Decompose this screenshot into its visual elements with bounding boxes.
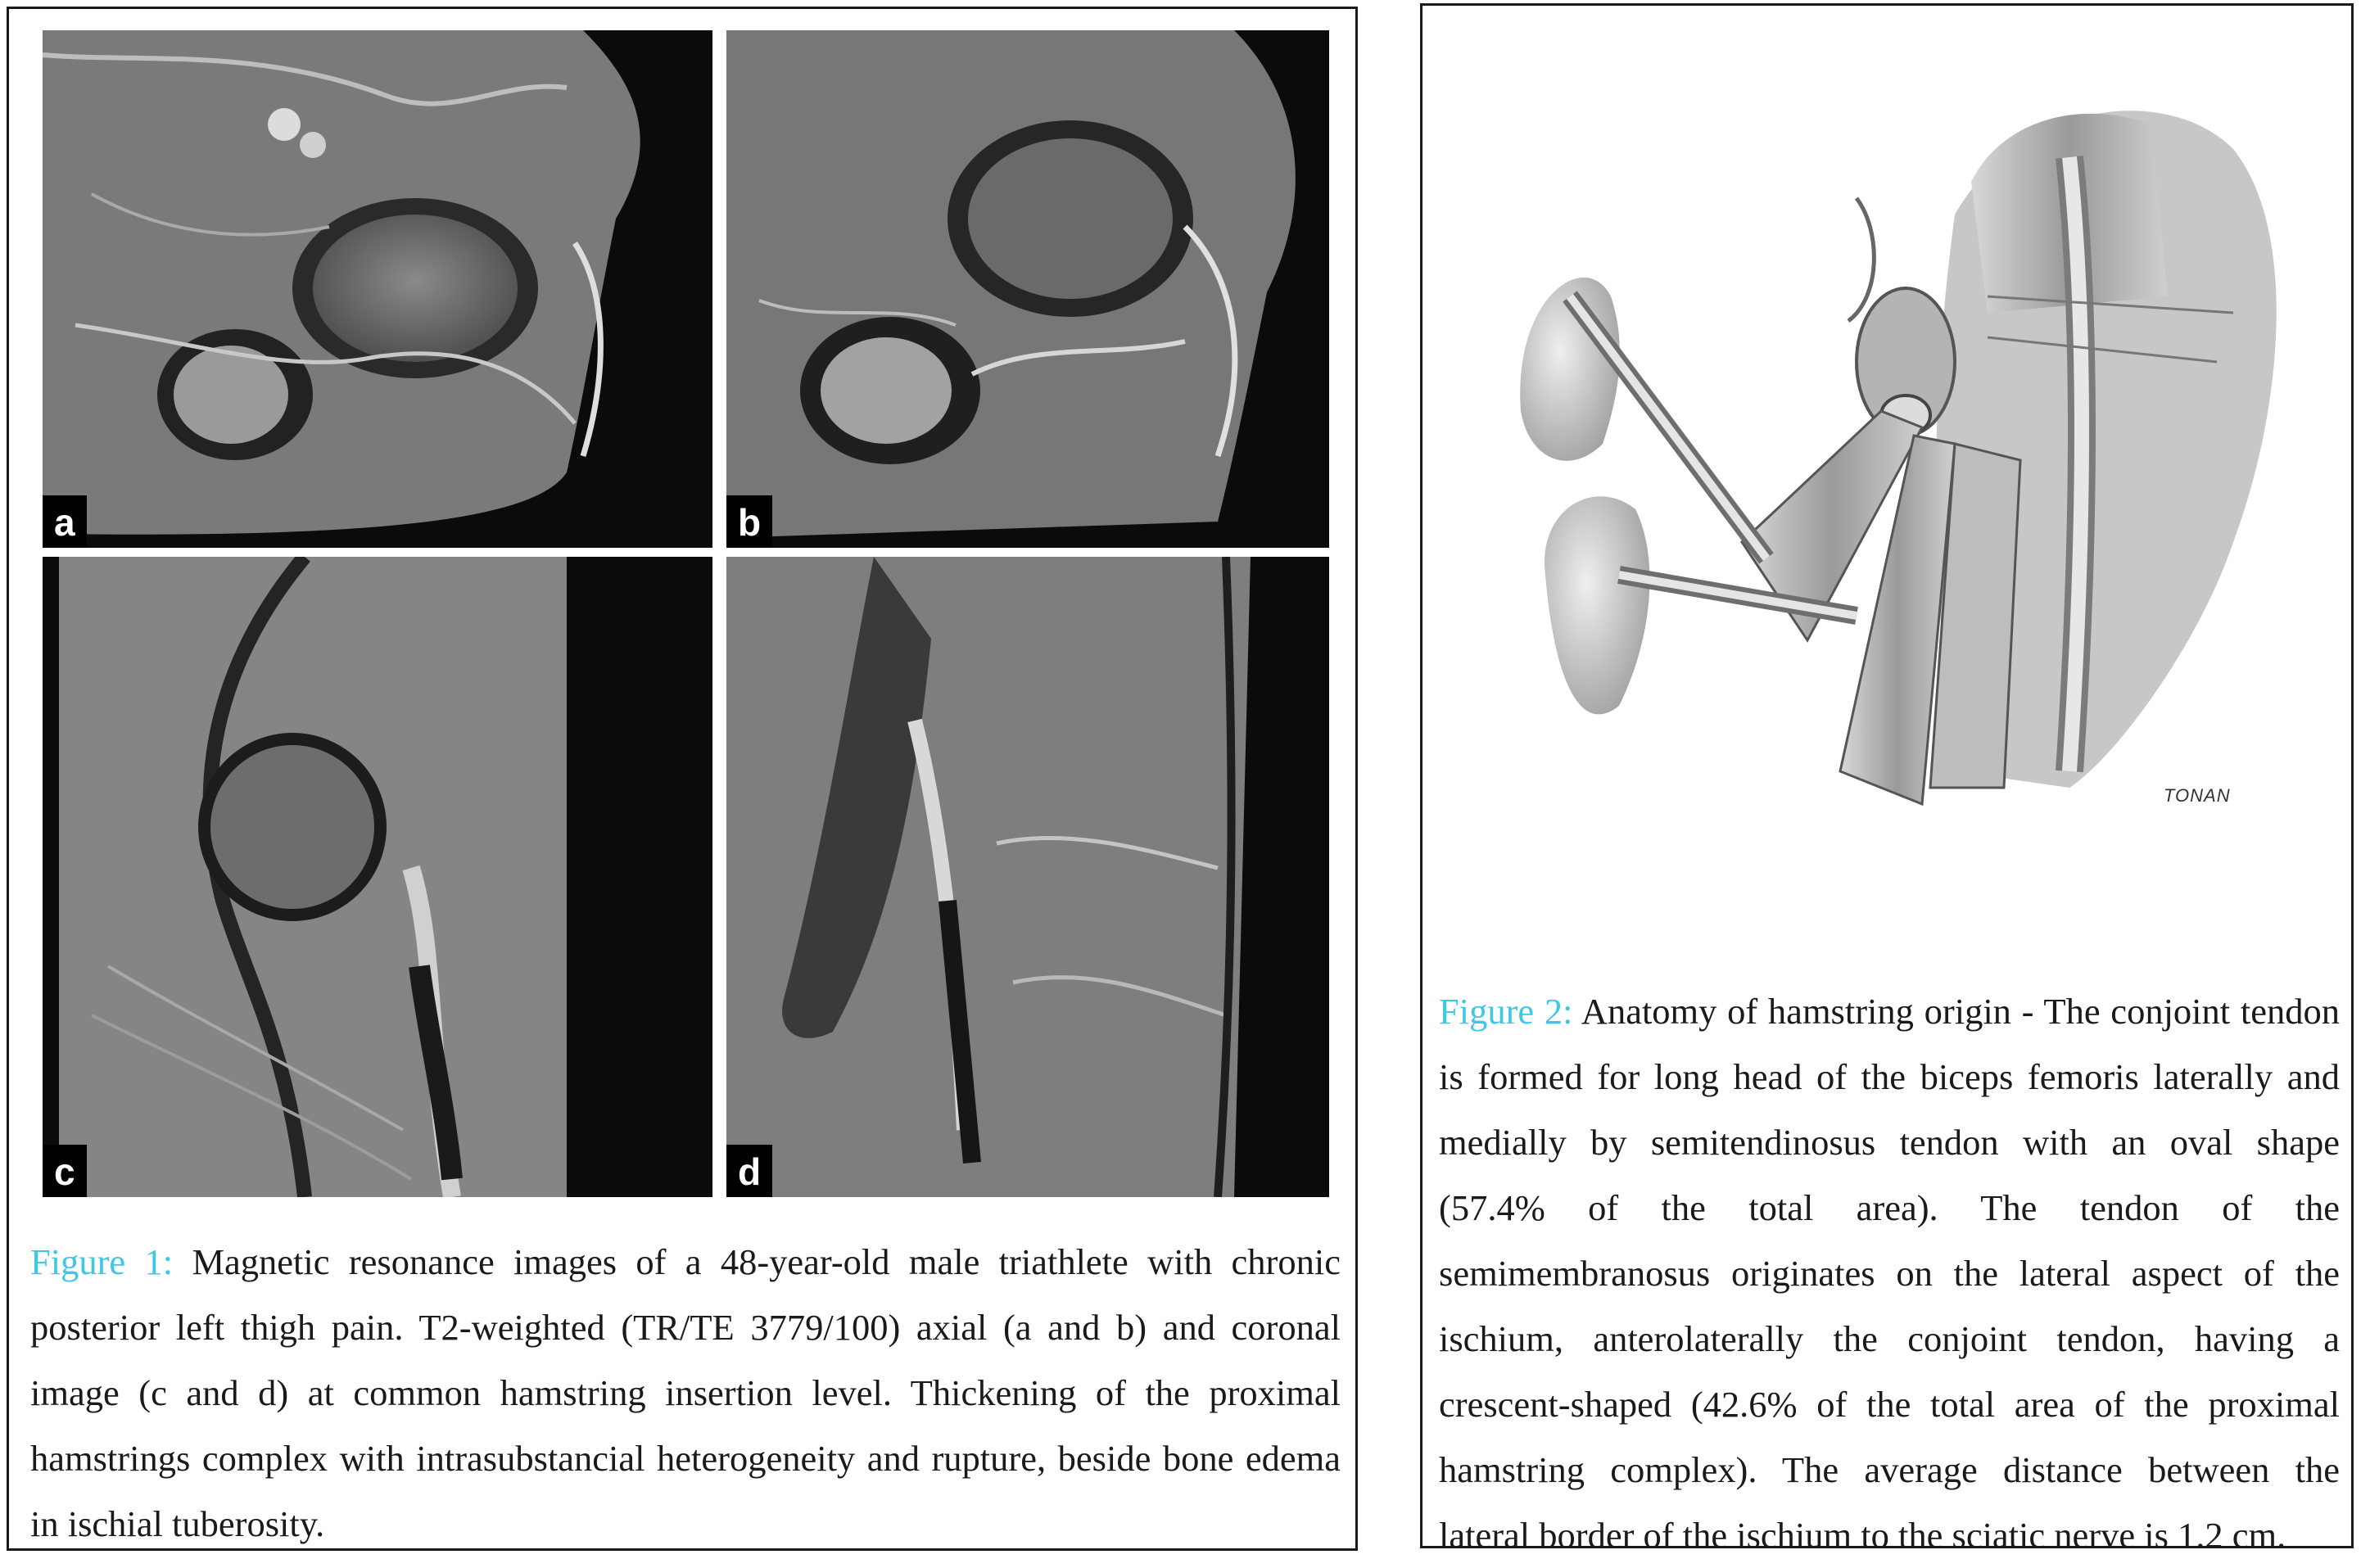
mri-panel-a <box>43 30 712 548</box>
panel-divider-horizontal <box>43 548 1329 557</box>
figure-2-caption <box>1439 978 2340 1568</box>
figure-1-caption-label: Figure 1: <box>30 1241 174 1282</box>
panel-label-b: b <box>726 495 772 548</box>
mri-panel-b <box>726 30 1329 548</box>
panel-divider-vertical <box>712 30 726 1197</box>
panel-label-c: c <box>43 1145 87 1197</box>
figure-2-caption-label: Figure 2: <box>1439 991 1573 1032</box>
hamstring-anatomy-illustration <box>1496 51 2315 935</box>
mri-coronal-image-d <box>726 557 1329 1197</box>
figure-2 <box>1420 3 2354 1556</box>
figure-2-caption-text: Anatomy of hamstring origin - The conjoint tendon is formed for long head of the biceps femoris laterally and medially by semitendinosus tendon with an oval shape (57.4% of the total area). The tendon of the semimembranosus originates on the lateral aspect of the ischium, anterolaterally the conjoint tendon, having a crescent-shaped (42.6% of the total area of the proximal hamstring complex). The average distance between the lateral border of the ischium to the sciatic nerve is 1.2 cm. <box>1439 991 2340 1556</box>
figure-1-caption-text: Magnetic resonance images of a 48-year-old male triathlete with chronic posterior left thigh pain. T2-weighted (TR/TE 3779/100) axial (a and b) and coronal image (c and d) at common hamstring insertion level. Thickening of the proximal hamstrings complex with intrasubstancial heterogeneity and rupture, beside bone edema in ischial tuberosity. <box>30 1241 1341 1544</box>
mri-axial-image-a <box>43 30 712 548</box>
figure-1 <box>7 7 1358 1551</box>
mri-axial-image-b <box>726 30 1329 548</box>
mri-panel-d <box>726 557 1329 1197</box>
illustrator-signature: TONAN <box>2164 785 2231 806</box>
panel-label-a: a <box>43 495 87 548</box>
figure-1-caption <box>30 1229 1341 1557</box>
mri-coronal-image-c <box>43 557 712 1197</box>
panel-label-d: d <box>726 1145 772 1197</box>
mri-panel-c <box>43 557 712 1197</box>
